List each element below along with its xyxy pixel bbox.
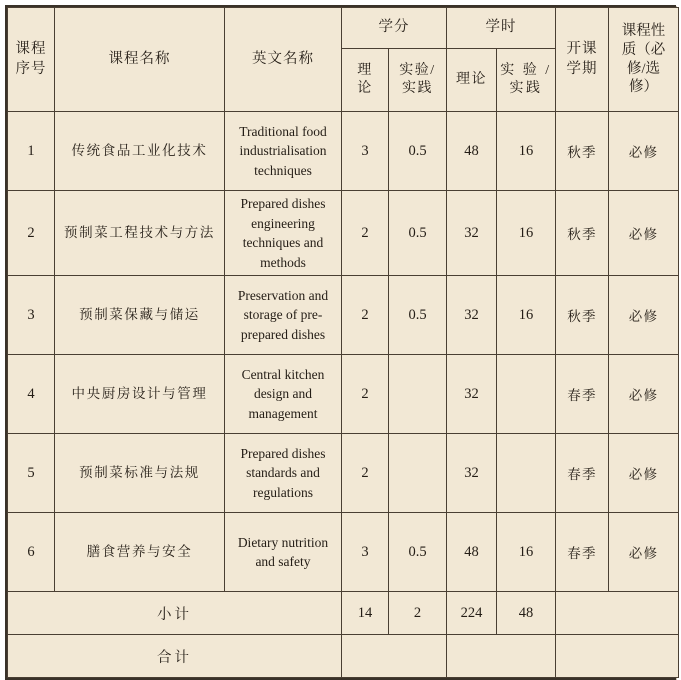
cell-course-type: 必修 [609, 513, 679, 592]
total-label: 合计 [8, 635, 342, 678]
cell-english-name: Prepared dishes standards and regulations [225, 434, 342, 513]
cell-course-name: 中央厨房设计与管理 [55, 355, 225, 434]
table-body [8, 112, 679, 678]
total-row [8, 635, 679, 678]
cell-hour-theory: 32 [447, 191, 497, 276]
header-hour-practice-line1: 实 验 / [500, 62, 552, 78]
table-header [8, 8, 679, 112]
subtotal-term-type [556, 592, 679, 635]
subtotal-hour-practice: 48 [497, 592, 556, 635]
cell-hour-theory: 48 [447, 513, 497, 592]
cell-credit-practice: 0.5 [389, 112, 447, 191]
subtotal-label: 小计 [8, 592, 342, 635]
cell-hour-practice [497, 434, 556, 513]
header-credits-group: 学分 [342, 8, 447, 49]
header-credit-practice-line2: 实践 [402, 81, 433, 96]
cell-credit-practice: 0.5 [389, 276, 447, 355]
table-row [8, 112, 679, 191]
table-row [8, 276, 679, 355]
header-hour-practice-line2: 实践 [509, 81, 543, 96]
header-course-type-line4: 修） [629, 79, 658, 96]
header-english-name: 英文名称 [225, 8, 342, 112]
cell-hour-theory: 32 [447, 434, 497, 513]
header-credit-theory [342, 49, 389, 112]
cell-hour-theory: 32 [447, 355, 497, 434]
cell-credit-theory: 2 [342, 355, 389, 434]
cell-hour-theory: 48 [447, 112, 497, 191]
subtotal-credit-theory: 14 [342, 592, 389, 635]
header-term-line2: 学期 [566, 60, 598, 77]
header-hour-practice [497, 49, 556, 112]
header-course-name: 课程名称 [55, 8, 225, 112]
cell-english-name: Prepared dishes engineering techniques and methods [225, 191, 342, 276]
cell-hour-practice [497, 355, 556, 434]
cell-term: 秋季 [556, 191, 609, 276]
course-curriculum-table [7, 7, 679, 678]
header-seq [8, 8, 55, 112]
cell-course-name: 预制菜标准与法规 [55, 434, 225, 513]
cell-hour-theory: 32 [447, 276, 497, 355]
cell-course-name: 传统食品工业化技术 [55, 112, 225, 191]
cell-credit-practice: 0.5 [389, 513, 447, 592]
header-credit-theory-line2: 论 [357, 81, 373, 96]
header-credit-practice [389, 49, 447, 112]
header-seq-line1: 课程 [15, 41, 47, 58]
header-course-type-line1: 课程性 [621, 22, 666, 39]
header-course-type [609, 8, 679, 112]
cell-english-name: Preservation and storage of pre-prepared dishes [225, 276, 342, 355]
cell-hour-practice: 16 [497, 276, 556, 355]
header-hours-group: 学时 [447, 8, 556, 49]
cell-term: 春季 [556, 434, 609, 513]
table-row [8, 191, 679, 276]
cell-course-type: 必修 [609, 112, 679, 191]
cell-credit-theory: 2 [342, 191, 389, 276]
header-term [556, 8, 609, 112]
subtotal-row [8, 592, 679, 635]
table-row [8, 513, 679, 592]
cell-hour-practice: 16 [497, 513, 556, 592]
cell-english-name: Traditional food industrialisation techniques [225, 112, 342, 191]
cell-credit-practice [389, 434, 447, 513]
cell-term: 春季 [556, 513, 609, 592]
cell-seq: 3 [8, 276, 55, 355]
cell-seq: 2 [8, 191, 55, 276]
total-term-type [556, 635, 679, 678]
table-row [8, 355, 679, 434]
course-table-container [5, 5, 676, 680]
header-course-type-line2: 质（必 [621, 41, 666, 58]
cell-english-name: Central kitchen design and management [225, 355, 342, 434]
total-hours [447, 635, 556, 678]
header-term-line1: 开课 [566, 41, 598, 58]
cell-credit-practice [389, 355, 447, 434]
cell-credit-theory: 3 [342, 112, 389, 191]
cell-course-type: 必修 [609, 355, 679, 434]
cell-course-type: 必修 [609, 434, 679, 513]
cell-course-name: 预制菜保藏与储运 [55, 276, 225, 355]
cell-term: 春季 [556, 355, 609, 434]
cell-seq: 5 [8, 434, 55, 513]
cell-seq: 6 [8, 513, 55, 592]
header-credit-theory-line1: 理 [357, 62, 373, 78]
cell-course-type: 必修 [609, 191, 679, 276]
cell-course-name: 预制菜工程技术与方法 [55, 191, 225, 276]
cell-credit-theory: 2 [342, 434, 389, 513]
cell-hour-practice: 16 [497, 112, 556, 191]
cell-english-name: Dietary nutrition and safety [225, 513, 342, 592]
subtotal-credit-practice: 2 [389, 592, 447, 635]
subtotal-hour-theory: 224 [447, 592, 497, 635]
cell-course-name: 膳食营养与安全 [55, 513, 225, 592]
cell-credit-theory: 2 [342, 276, 389, 355]
cell-term: 秋季 [556, 112, 609, 191]
cell-seq: 1 [8, 112, 55, 191]
header-course-type-line3: 修/选 [626, 60, 661, 77]
total-credits [342, 635, 447, 678]
cell-seq: 4 [8, 355, 55, 434]
cell-course-type: 必修 [609, 276, 679, 355]
cell-credit-theory: 3 [342, 513, 389, 592]
header-hour-theory: 理论 [447, 49, 497, 112]
header-seq-line2: 序号 [15, 60, 47, 77]
cell-credit-practice: 0.5 [389, 191, 447, 276]
header-row-top [8, 8, 679, 49]
header-credit-practice-line1: 实验/ [399, 62, 436, 78]
cell-term: 秋季 [556, 276, 609, 355]
table-row [8, 434, 679, 513]
cell-hour-practice: 16 [497, 191, 556, 276]
